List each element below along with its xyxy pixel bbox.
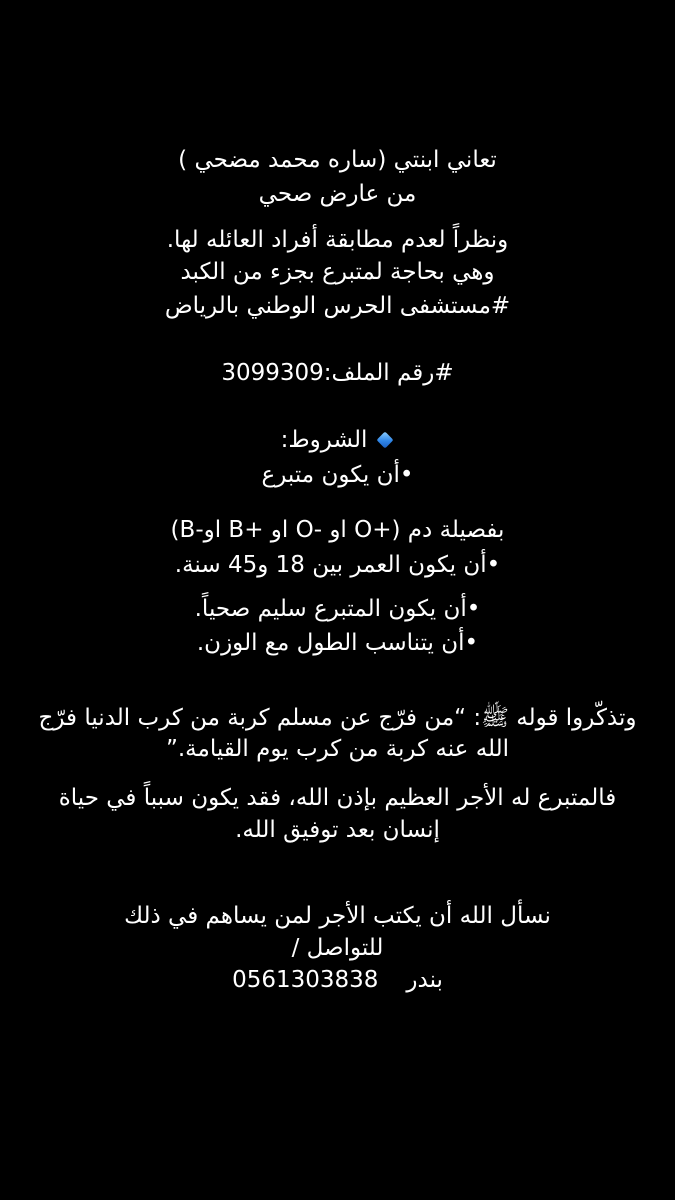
condition-1: •أن يكون متبرع (261, 462, 414, 488)
contact-phone: 0561303838 (232, 967, 379, 993)
condition-blood-type: بفصيلة دم (+O او -O او +B او-B) (170, 517, 505, 543)
condition-height-weight: •أن يتناسب الطول مع الوزن. (196, 630, 479, 656)
intro-line-2: من عارض صحي (258, 181, 417, 207)
contact-label: للتواصل / (291, 935, 384, 961)
condition-health: •أن يكون المتبرع سليم صحياً. (194, 596, 481, 622)
intro-line-4: وهي بحاجة لمتبرع بجزء من الكبد (180, 259, 495, 285)
intro-line-3: ونظراً لعدم مطابقة أفراد العائله لها. (166, 227, 509, 253)
reward-line-1: فالمتبرع له الأجر العظيم بإذن الله، فقد يكون سبباً في حياة (58, 785, 617, 811)
blue-diamond-icon (377, 432, 394, 449)
hadith-line-2: الله عنه كربة من كرب يوم القيامة.” (165, 736, 510, 762)
reward-line-2: إنسان بعد توفيق الله. (235, 817, 440, 843)
closing-prayer: نسأل الله أن يكتب الأجر لمن يساهم في ذلك (124, 903, 551, 929)
conditions-title: الشروط: (280, 427, 368, 453)
contact-row (20, 964, 655, 996)
file-number: #رقم الملف:3099309 (221, 360, 454, 386)
conditions-heading (20, 424, 655, 456)
contact-name: بندر (406, 967, 443, 993)
intro-line-1: تعاني ابنتي (ساره محمد مضحي ) (178, 147, 497, 173)
hospital-hashtag: #مستشفى الحرس الوطني بالرياض (164, 293, 511, 319)
hadith-line-1: وتذكّروا قوله ﷺ: “من فرّج عن مسلم كربة من كرب الدنيا فرّج (38, 705, 637, 731)
story-text (20, 0, 655, 1200)
condition-age: •أن يكون العمر بين 18 و45 سنة. (174, 552, 501, 578)
